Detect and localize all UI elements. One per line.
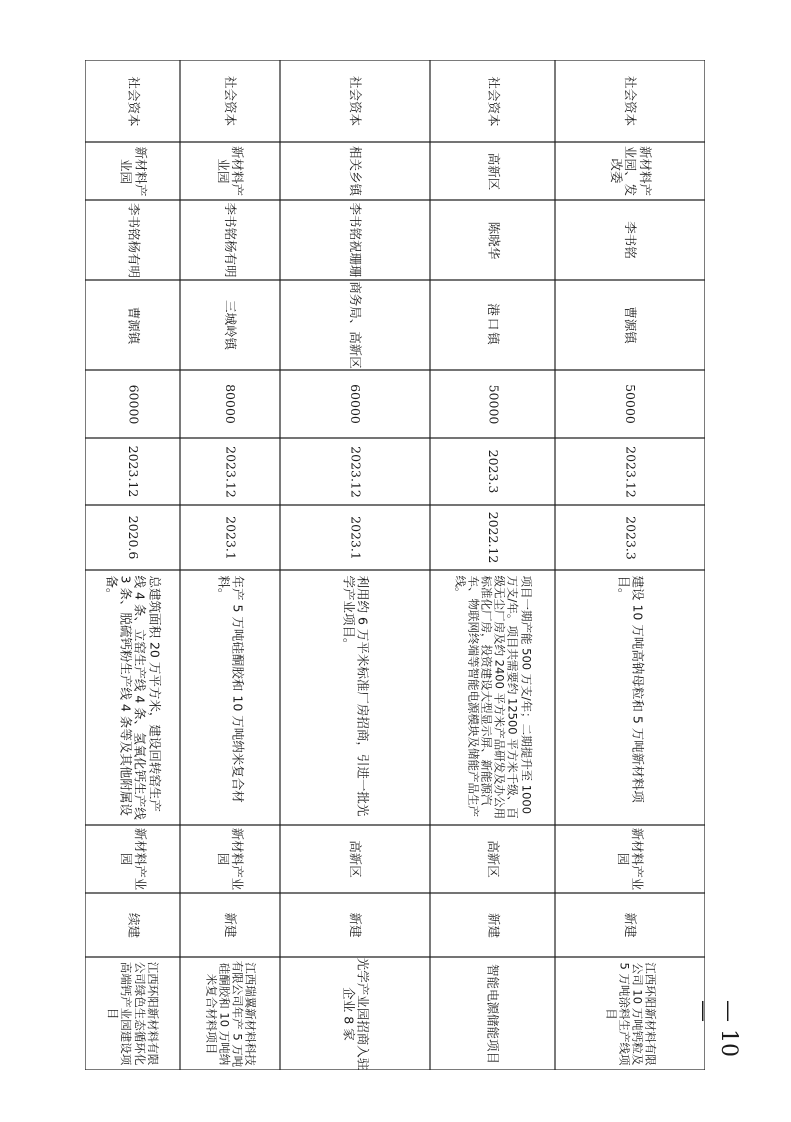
cell-town: 三城岭镇 xyxy=(223,299,239,350)
cell-end: 2023.12 xyxy=(125,445,141,498)
cell-type: 新建 xyxy=(623,912,639,938)
cell-content: 项目一期产能 500 万支/年；二期提升至 1000 万支/年。项目共需要约 12500 平方米千级、百级无尘厂房及约 2400 平方米产品研发及办公用标准化厂房，投资建设大型显示屏、新能源汽车、物联网终端等智能电源模块及储能产品生产线。 xyxy=(453,575,534,819)
cell-type: 新建 xyxy=(485,912,501,938)
cell-leaders: 李书铭杨有明 xyxy=(125,202,141,278)
cell-town: 港口镇 xyxy=(485,303,501,347)
cell-unit: 新材料产业园 xyxy=(118,145,148,196)
cell-start: 2020.6 xyxy=(125,515,141,560)
cell-start: 2023.3 xyxy=(623,515,639,560)
cell-end: 2023.3 xyxy=(485,449,501,494)
cell-annual: 50000 xyxy=(623,384,639,424)
cell-leaders: 李书铭祝珊珊 xyxy=(348,202,364,278)
cell-unit: 新材料产业园 xyxy=(216,145,246,196)
cell-annual: 60000 xyxy=(125,384,141,424)
cell-name: 智能电源储能项目 xyxy=(485,963,501,1064)
cell-end: 2023.12 xyxy=(348,445,364,498)
cell-location: 新材料产业园 xyxy=(216,827,246,891)
cell-location: 高新区 xyxy=(348,840,364,878)
cell-end: 2023.12 xyxy=(623,445,639,498)
cell-location: 高新区 xyxy=(485,840,501,878)
cell-leaders: 陈晓华 xyxy=(485,221,501,259)
cell-start: 2023.1 xyxy=(348,515,364,560)
cell-annual: 80000 xyxy=(223,384,239,424)
cell-type: 新建 xyxy=(223,912,239,938)
cell-source: 社会资本 xyxy=(223,75,239,126)
cell-name: 江西瑞翼新材料科技有限公司年产 5 万吨硅酮胶和 10 万吨纳米复合材料项目 xyxy=(203,960,258,1067)
cell-name: 江西环阳新材料有限公司绿色生态循环化高端钙产业园建设项目 xyxy=(106,961,160,1066)
cell-start: 2022.12 xyxy=(485,511,501,564)
cell-source: 社会资本 xyxy=(348,75,364,126)
cell-unit: 新材料产业园、发改委 xyxy=(608,145,653,196)
cell-content: 年产 5 万吨硅酮胶和 10 万吨纳米复合材料。 xyxy=(216,575,246,803)
cell-town: 商务局、高新区 xyxy=(348,281,364,369)
cell-content: 利用约 6 万平米标准厂房招商，引进一批光学产业项目。 xyxy=(341,575,371,816)
cell-end: 2023.12 xyxy=(223,445,239,498)
cell-source: 社会资本 xyxy=(485,75,501,126)
cell-name: 江西环阳新材料有限公司 10 万吨钙粒及 5 万吨涂料生产线项目 xyxy=(603,961,658,1066)
cell-town: 曹源镇 xyxy=(623,306,639,344)
cell-annual: 50000 xyxy=(485,384,501,424)
cell-leaders: 李书铭杨有明 xyxy=(223,202,239,278)
cell-name: 光学产业园招商入驻企业 8 家 xyxy=(341,957,371,1070)
cell-source: 社会资本 xyxy=(623,75,639,126)
cell-unit: 高新区 xyxy=(485,152,501,190)
cell-content: 总建筑面积 20 万平方米，建设回转窑生产线 4 条、立窑生产线 4 条、氢氧化钙生产线 3 条、脱硫钙粉生产线 4 条等及其他附属设备。 xyxy=(104,575,163,820)
cell-location: 新材料产业园 xyxy=(118,827,148,891)
cell-location: 新材料产业园 xyxy=(616,827,646,891)
cell-unit: 相关乡镇 xyxy=(348,145,364,196)
cell-type: 续建 xyxy=(125,912,141,938)
cell-type: 新建 xyxy=(348,912,364,938)
cell-content: 建设 10 万吨高钠母粒和 5 万吨新材料项目。 xyxy=(616,575,646,803)
project-table xyxy=(85,60,705,1070)
cell-annual: 60000 xyxy=(348,384,364,424)
page-number: — 10 — xyxy=(691,1000,741,1057)
cell-town: 曹源镇 xyxy=(125,306,141,344)
cell-start: 2023.1 xyxy=(223,515,239,560)
cell-source: 社会资本 xyxy=(125,75,141,126)
cell-leaders: 李书铭 xyxy=(623,221,639,259)
